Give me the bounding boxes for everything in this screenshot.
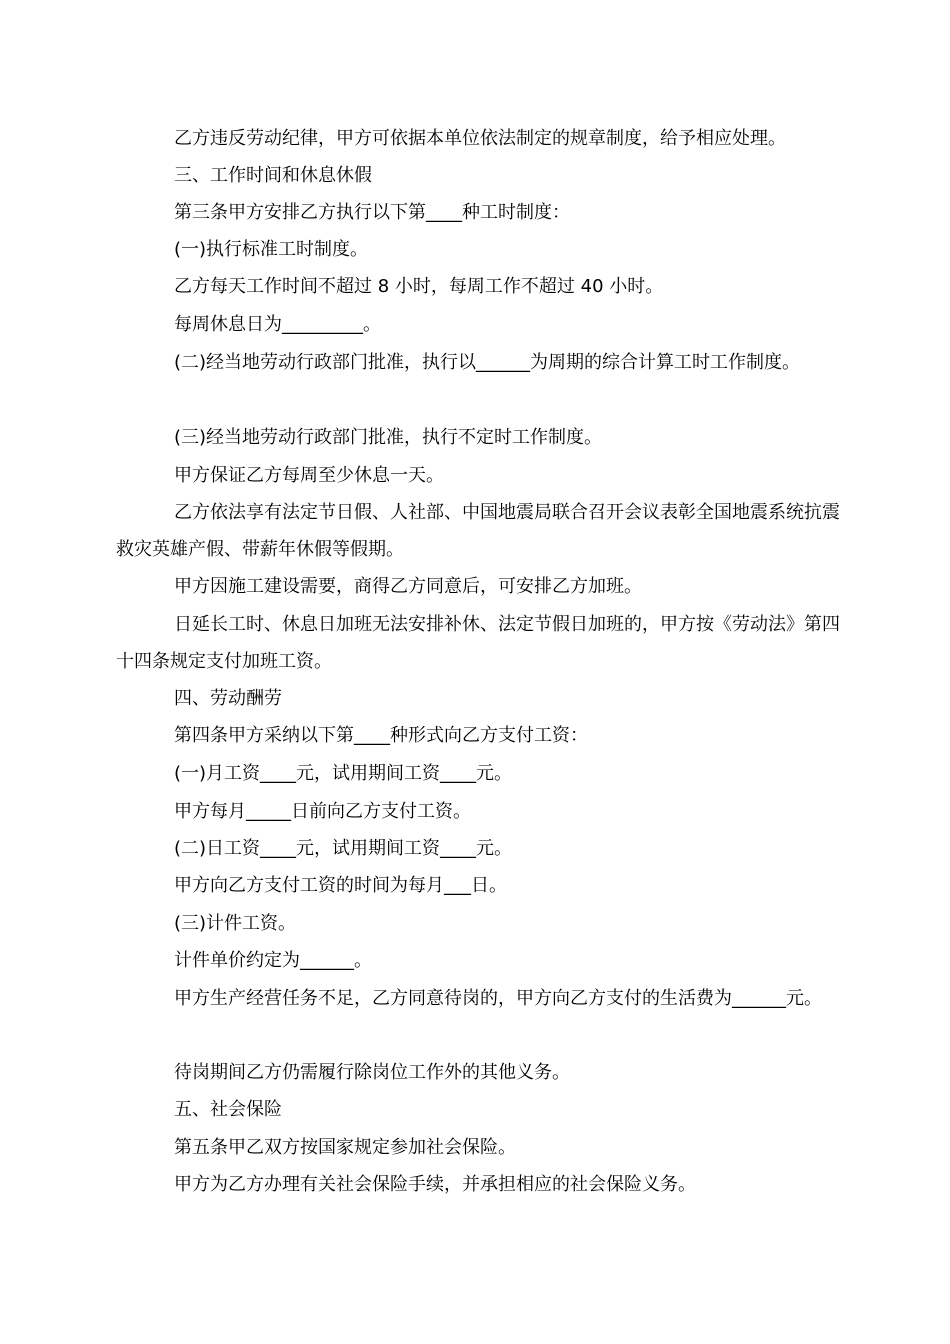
paragraph-article-4: 第四条甲方采纳以下第____种形式向乙方支付工资： <box>174 725 588 746</box>
paragraph-pay-date: 甲方每月_____日前向乙方支付工资。 <box>174 801 471 822</box>
paragraph-item-2: (二)经当地劳动行政部门批准，执行以______为周期的综合计算工时工作制度。 <box>174 352 801 373</box>
paragraph-weekly-rest: 甲方保证乙方每周至少休息一天。 <box>174 465 444 486</box>
paragraph-item-3: (三)经当地劳动行政部门批准，执行不定时工作制度。 <box>174 427 603 448</box>
paragraph-unit-price: 计件单价约定为______。 <box>174 950 372 971</box>
paragraph-holidays: 乙方依法享有法定节日假、人社部、中国地震局联合召开会议表彰全国地震系统抗震救灾英雄产假、带薪年休假等假期。 <box>116 502 840 560</box>
paragraph-standby-allowance: 甲方生产经营任务不足，乙方同意待岗的，甲方向乙方支付的生活费为______元。 <box>174 988 822 1009</box>
section-heading-insurance: 五、社会保险 <box>174 1099 282 1120</box>
paragraph-standard-hours: 乙方每天工作时间不超过 8 小时，每周工作不超过 40 小时。 <box>174 276 664 297</box>
paragraph-monthly-wage: (一)月工资____元，试用期间工资____元。 <box>174 763 513 784</box>
paragraph-overtime-pay: 日延长工时、休息日加班无法安排补休、法定节假日加班的，甲方按《劳动法》第四十四条规定支付加班工资。 <box>116 614 840 672</box>
paragraph-insurance-procedures: 甲方为乙方办理有关社会保险手续，并承担相应的社会保险义务。 <box>174 1174 696 1195</box>
paragraph-discipline: 乙方违反劳动纪律，甲方可依据本单位依法制定的规章制度，给予相应处理。 <box>174 128 786 149</box>
paragraph-daily-pay-date: 甲方向乙方支付工资的时间为每月___日。 <box>174 875 507 896</box>
section-heading-pay: 四、劳动酬劳 <box>174 688 282 709</box>
paragraph-daily-wage: (二)日工资____元，试用期间工资____元。 <box>174 838 513 859</box>
paragraph-article-3: 第三条甲方安排乙方执行以下第____种工时制度： <box>174 202 570 223</box>
paragraph-rest-day: 每周休息日为_________。 <box>174 314 381 335</box>
paragraph-overtime: 甲方因施工建设需要，商得乙方同意后，可安排乙方加班。 <box>174 576 642 597</box>
paragraph-item-1: (一)执行标准工时制度。 <box>174 239 369 260</box>
paragraph-standby-duties: 待岗期间乙方仍需履行除岗位工作外的其他义务。 <box>174 1062 570 1083</box>
section-heading-work-time: 三、工作时间和休息休假 <box>174 165 372 186</box>
paragraph-article-5: 第五条甲乙双方按国家规定参加社会保险。 <box>174 1137 516 1158</box>
paragraph-piece-rate: (三)计件工资。 <box>174 913 297 934</box>
